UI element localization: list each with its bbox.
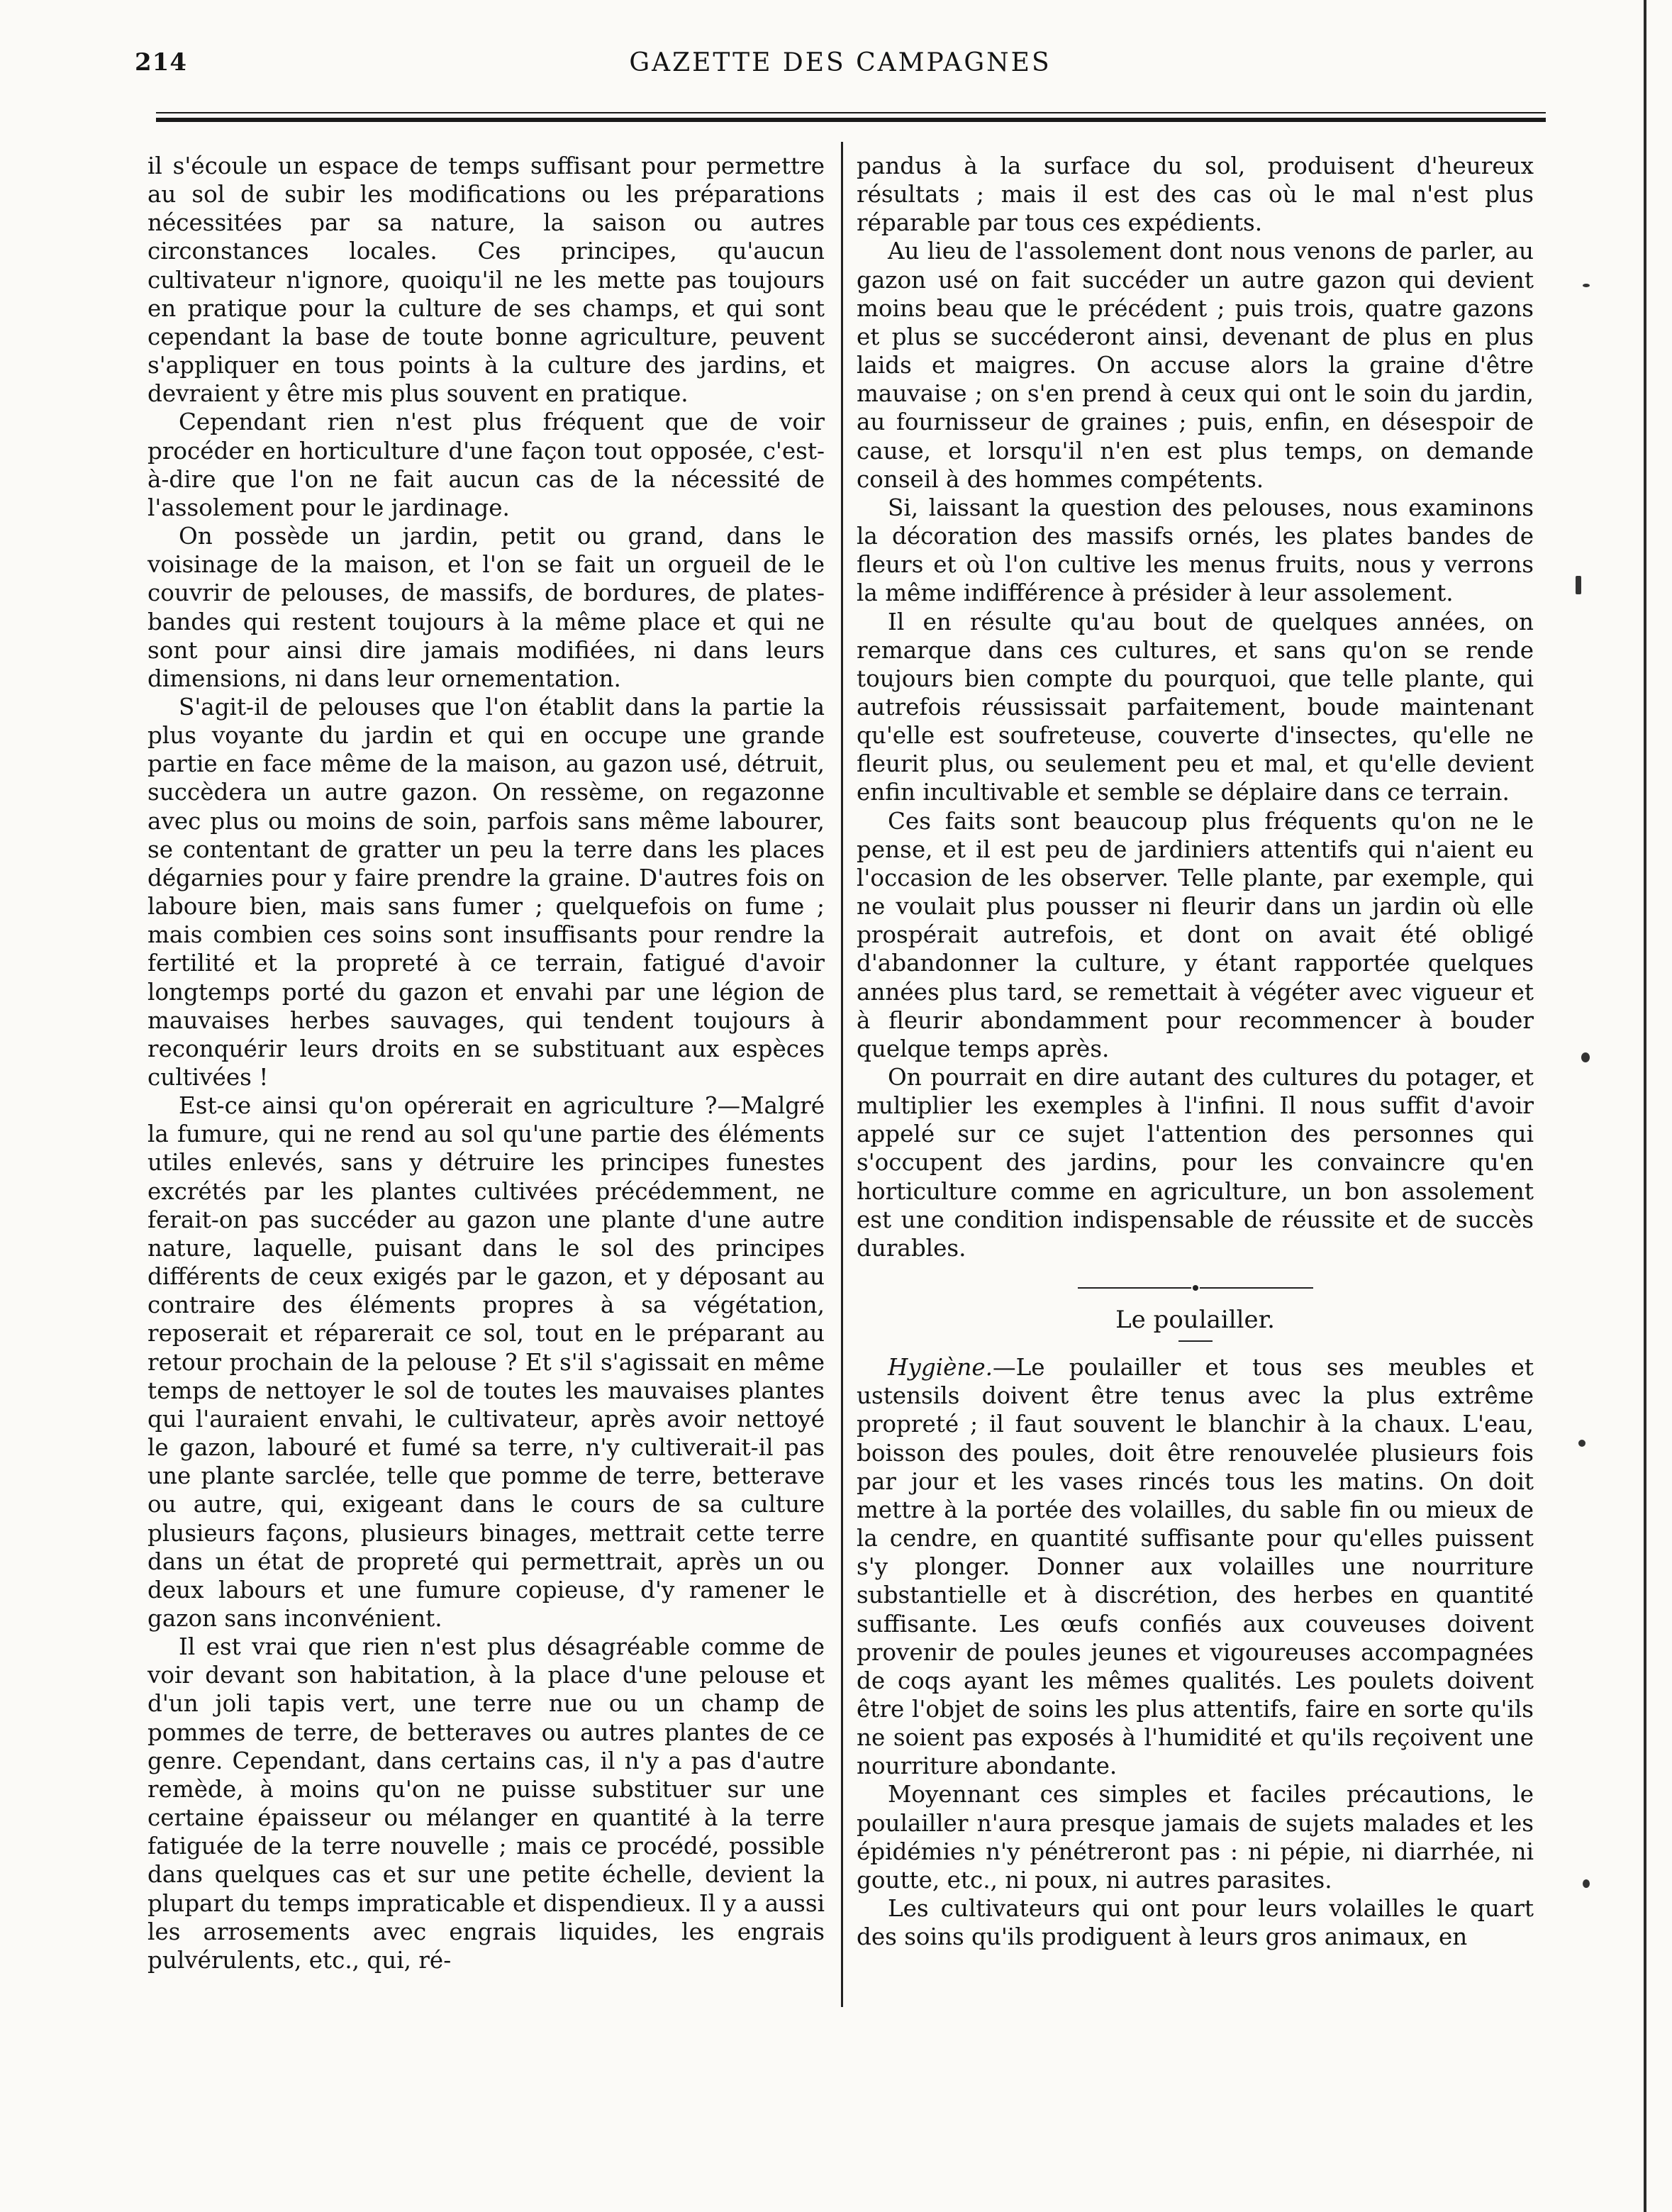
title-rule <box>1178 1340 1213 1342</box>
left-column <box>147 152 825 1974</box>
paragraph <box>857 1353 1534 1780</box>
page-number: 214 <box>135 48 187 77</box>
header-rule-thin <box>156 112 1546 113</box>
article-title: Le poulailler. <box>1115 1306 1275 1335</box>
paragraph: Il en résulte qu'au bout de quelques années, on remarque dans ces cultures, et sans qu'on se rende toujours bien compte du pourquoi, que telle plante, qui autrefois réussissait parfaitement, boude maintenant qu'elle est soufreteuse, couverte d'insectes, qu'elle ne fleurit plus, ou seulement peu et mal, et qu'elle devient enfin incultivable et semble se déplaire dans ce terrain. <box>857 608 1534 806</box>
scan-speck <box>1583 284 1590 287</box>
paragraph: Est-ce ainsi qu'on opérerait en agriculture ?—Malgré la fumure, qui ne rend au sol qu'une partie des éléments utiles enlevés, sans y détruire les principes funestes excrétés par les plantes cultivées précédemment, ne ferait-on pas succéder au gazon une plante d'une autre nature, laquelle, puisant dans le sol des principes différents de ceux exigés par le gazon, et y déposant au contraire des éléments propres à sa végétation, reposerait et réparerait ce sol, tout en le préparant au retour prochain de la pelouse ? Et s'il s'agissait en même temps de nettoyer le sol de toutes les mauvaises plantes qui l'auraient envahi, le cultivateur, après avoir nettoyé le gazon, labouré et fumé sa terre, n'y cultiverait-il pas une plante sarclée, telle que pomme de terre, betterave ou autre, qui, exigeant dans le cours de sa culture plusieurs façons, plusieurs binages, mettrait cette terre dans un état de propreté qui permettrait, après un ou deux labours et une fumure copieuse, d'y ramener le gazon sans inconvénient. <box>147 1092 825 1632</box>
scan-speck <box>1581 1052 1590 1062</box>
page-edge-shadow <box>1644 0 1646 2212</box>
scan-speck <box>1583 1879 1590 1888</box>
paragraph: Ces faits sont beaucoup plus fréquents qu'on ne le pense, et il est peu de jardiniers attentifs qui n'aient eu l'occasion de les observer. Telle plante, par exemple, qui ne voulait plus pousser ni fleurir dans un jardin où elle prospérait autrefois, et dont on avait été obligé d'abandonner la culture, y étant rapportée quelques années plus tard, se remettait à végéter avec vigueur et à fleurir abondamment pour recommencer à bouder quelque temps après. <box>857 807 1534 1062</box>
paragraph: Si, laissant la question des pelouses, nous examinons la décoration des massifs ornés, les plates bandes de fleurs et où l'on cultive les menus fruits, nous y verrons la même indifférence à présider à leur assolement. <box>857 494 1534 607</box>
paragraph: il s'écoule un espace de temps suffisant pour permettre au sol de subir les modifications ou les préparations nécessitées par sa nature, la saison ou autres circonstances locales. Ces principes, qu'aucun cultivateur n'ignore, quoiqu'il ne les mette pas toujours en pratique pour la culture de ses champs, et qui sont cependant la base de toute bonne agriculture, peuvent s'appliquer en tous points à la culture des jardins, et devraient y être mis plus souvent en pratique. <box>147 152 825 408</box>
paragraph: Au lieu de l'assolement dont nous venons de parler, au gazon usé on fait succéder un autre gazon qui devient moins beau que le précédent ; puis trois, quatre gazons et plus se succéderont ainsi, devenant de plus en plus laids et maigres. On accuse alors la graine d'être mauvaise ; on s'en prend à ceux qui ont le soin du jardin, au fournisseur de graines ; puis, enfin, en désespoir de cause, et lorsqu'il n'en est plus temps, on demande conseil à des hommes compétents. <box>857 238 1534 493</box>
paragraph: On pourrait en dire autant des cultures du potager, et multiplier les exemples à l'infini. Il nous suffit d'avoir appelé sur ce sujet l'attention des personnes qui s'occupent des jardins, pour les convaincre qu'en horticulture comme en agriculture, un bon assolement est une condition indispensable de réussite et de succès durables. <box>857 1064 1534 1262</box>
page-header <box>135 48 1546 91</box>
paragraph: pandus à la surface du sol, produisent d'heureux résultats ; mais il est des cas où le mal n'est plus réparable par tous ces expédients. <box>857 152 1534 237</box>
lead-word: Hygiène. <box>888 1354 993 1382</box>
paragraph: S'agit-il de pelouses que l'on établit dans la partie la plus voyante du jardin et qui en occupe une grande partie en face même de la maison, au gazon usé, détruit, succèdera un autre gazon. On ressème, on regazonne avec plus ou moins de soin, parfois sans même labourer, se contentant de gratter un peu la terre dans les places dégarnies pour y faire prendre la graine. D'autres fois on laboure bien, mais sans fumer ; quelquefois on fume ; mais combien ces soins sont insuffisants pour rendre la fertilité et la propreté à ce terrain, fatigué d'avoir longtemps porté du gazon et envahi par une légion de mauvaises herbes sauvages, qui tendent toujours à reconquérir leurs droits en se substituant aux espèces cultivées ! <box>147 693 825 1091</box>
paragraph: Cependant rien n'est plus fréquent que de voir procéder en horticulture d'une façon tout opposée, c'est-à-dire que l'on ne fait aucun cas de la nécessité de l'assolement pour le jardinage. <box>147 409 825 521</box>
header-rule-thick <box>156 118 1546 122</box>
scan-speck <box>1578 1440 1585 1447</box>
scan-speck <box>1576 576 1581 594</box>
paragraph: Il est vrai que rien n'est plus désagréable comme de voir devant son habitation, à la place d'une pelouse et d'un joli tapis vert, une terre nue ou un champ de pommes de terre, de betteraves ou autres plantes de ce genre. Cependant, dans certains cas, il n'y a pas d'autre remède, à moins qu'on ne puisse substituer sur une certaine épaisseur ou mélanger en quantité à la terre fatiguée de la terre nouvelle ; mais ce procédé, possible dans quelques cas et sur une petite échelle, devient la plupart du temps impraticable et dispendieux. Il y a aussi les arrosements avec engrais liquides, les engrais pulvérulents, etc., qui, ré- <box>147 1633 825 1974</box>
paragraph: Moyennant ces simples et faciles précautions, le poulailler n'aura presque jamais de sujets malades et les épidémies n'y pénétreront pas : ni pépie, ni diarrhée, ni goutte, etc., ni poux, ni autres parasites. <box>857 1781 1534 1894</box>
column-divider <box>841 142 843 2007</box>
section-divider <box>857 1278 1534 1296</box>
running-title: GAZETTE DES CAMPAGNES <box>629 48 1052 77</box>
paragraph: On possède un jardin, petit ou grand, dans le voisinage de la maison, et l'on se fait un orgueil de le couvrir de pelouses, de massifs, de bordures, de plates-bandes qui restent toujours à la même place et qui ne sont pour ainsi dire jamais modifiées, ni dans leurs dimensions, ni dans leur ornementation. <box>147 523 825 692</box>
paragraph: Les cultivateurs qui ont pour leurs volailles le quart des soins qu'ils prodiguent à leurs gros animaux, en <box>857 1895 1534 1951</box>
right-column <box>857 152 1534 1951</box>
paragraph-text: —Le poulailler et tous ses meubles et ustensils doivent être tenus avec la plus extrême propreté ; il faut souvent le blanchir à la chaux. L'eau, boisson des poules, doit être renouvelée plusieurs fois par jour et les vases rincés tous les matins. On doit mettre à la portée des volailles, du sable fin ou mieux de la cendre, en quantité suffisante pour qu'elles puissent s'y plonger. Donner aux volailles une nourriture substantielle et à discrétion, des herbes en quantité suffisante. Les œufs confiés aux couveuses doivent provenir de poules jeunes et vigoureuses accompagnées de coqs ayant les mêmes qualités. Les poulets doivent être l'objet de soins les plus attentifs, faire en sorte qu'ils ne soient pas exposés à l'humidité et qu'ils reçoivent une nourriture abondante. <box>857 1354 1534 1780</box>
